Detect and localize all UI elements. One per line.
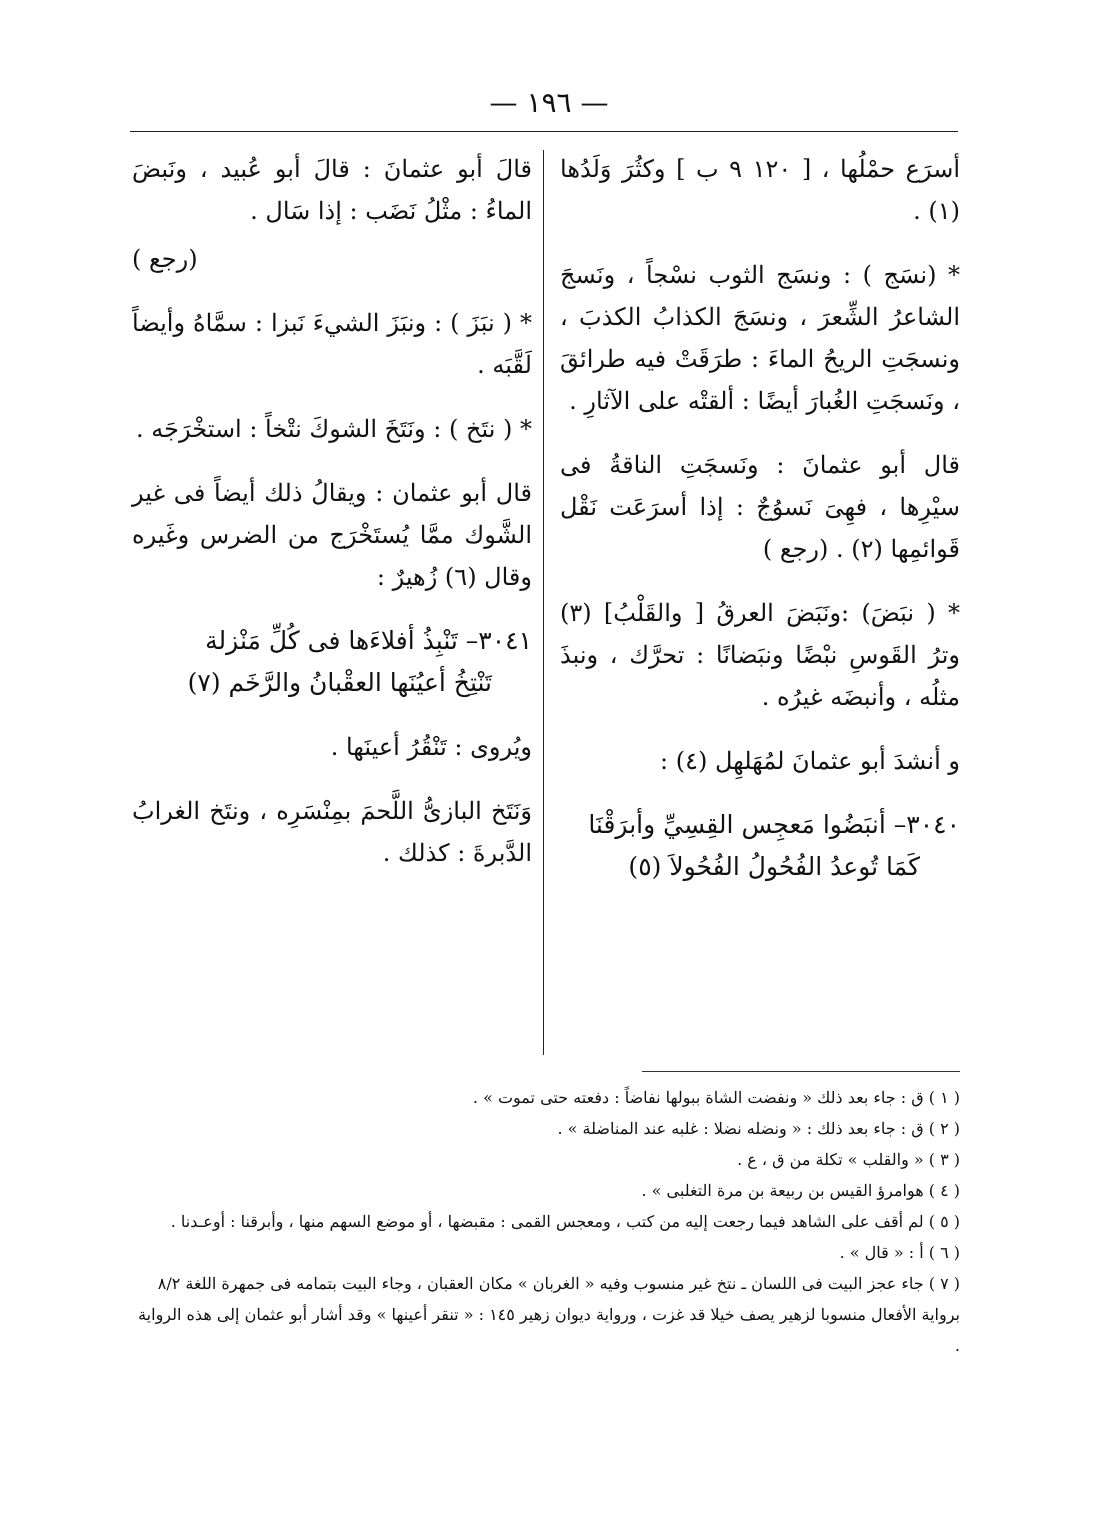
verse-first-hemistich: ٣٠٤١– تَنْبِذُ أفلاءَها فى كُلِّ مَنْزلة: [205, 626, 532, 655]
paragraph: (رجع ): [132, 245, 198, 273]
footnote: ( ٢ ) ق : جاء بعد ذلك : « ونضله نضلا : غلبه عند المناضلة » .: [557, 1119, 960, 1138]
paragraph: قال أبو عثمان : ويقالُ ذلك أيضاً فى غير الشَّوك ممَّا يُستَخْرَج من الضرس وغَيره وقال (٦) زُهيرٌ :: [132, 479, 532, 591]
paragraph: * ( نبَزَ ) : ونبَزَ الشيءَ نَبزا : سمَّاهُ وأيضاً لَقَّبَه .: [132, 309, 532, 379]
paragraph: * ( نتَخ ) : ونَتَخَ الشوكَ نتْخاً : استخْرَجَه .: [136, 415, 532, 443]
page-number: — ١٩٦ —: [489, 86, 609, 119]
footnote: ( ٣ ) « والقلب » تكلة من ق ، ع .: [737, 1150, 960, 1169]
paragraph: و أنشدَ أبو عثمانَ لمُهَلهِل (٤) :: [660, 747, 960, 775]
footnote-rule: [642, 1071, 960, 1072]
verse-second-hemistich: تَنْتِخُ أعيُنَها العقْبانُ والرَّخَم (٧): [187, 668, 492, 697]
paragraph: * ( نبَضَ) :ونَبَضَ العرقُ [ والقَلْبُ] (٣) وترُ القَوسِ نبْضًا ونبَضانًا : تحرَّك ، ونبذَ مثلُه ، وأنبضَه غيرُه .: [560, 599, 960, 711]
column-divider: [543, 150, 544, 1055]
footnote: ( ٤ ) هوامرؤ القيس بن ربيعة بن مرة التغلبى » .: [641, 1181, 960, 1200]
paragraph: وَنَتَخ البازىُّ اللَّحمَ بمِنْسَرِه ، ونتَخ الغرابُ الدَّبرةَ : كذلك .: [132, 797, 532, 867]
footnote: ( ١ ) ق : جاء بعد ذلك « ونفضت الشاة ببولها نفاضاً : دفعته حتى تموت » .: [472, 1088, 960, 1107]
poetry-verse: [132, 620, 532, 704]
left-column: [132, 148, 532, 896]
footnote: ( ٧ ) جاء عجز البيت فى اللسان ـ نتخ غير منسوب وفيه « الغربان » مكان العقبان ، وجاء البيت بتمامه فى جمهرة اللغة ٨/٢ برواية الأفعال منسوبا لزهير يصف خيلا قد غزت ، ورواية ديوان زهير ١٤٥ : « تنقر أعينها » وقد أشار أبو عثمان إلى هذه الرواية .: [138, 1274, 960, 1355]
footnotes: [132, 1082, 960, 1361]
poetry-verse: [560, 804, 960, 888]
right-column: [560, 148, 960, 910]
paragraph: قال أبو عثمانَ : ونَسجَتِ الناقةُ فى سيْرِها ، فهِىَ نَسوُجٌ : إذا أسرَعَت نَقْل قَوائمِها (٢) . (رجع ): [560, 451, 960, 563]
paragraph: أسرَع حمْلُها ، [ ١٢٠ ٩ ب ] وكثُرَ وَلَدُها (١) .: [560, 155, 960, 225]
verse-second-hemistich: كَمَا تُوعدُ الفُحُولُ الفُحُولاَ (٥): [628, 852, 920, 881]
verse-first-hemistich: ٣٠٤٠– أنبَضُوا مَعجِس القِسِيِّ وأبرَقْنَا: [588, 810, 960, 839]
header-rule: [130, 131, 958, 132]
footnote: ( ٥ ) لم أقف على الشاهد فيما رجعت إليه من كتب ، ومعجس القمى : مقبضها ، أو موضع السهم منها ، وأبرقنا : أوعـدنا .: [170, 1212, 960, 1231]
paragraph: ويُروى : تَنْقُرُ أعينَها .: [330, 733, 532, 761]
footnote: ( ٦ ) أ : « قال » .: [839, 1243, 960, 1262]
paragraph: قالَ أبو عثمانَ : قالَ أبو عُبيد ، ونَبضَ الماءُ : مثْلُ نَضَب : إذا سَال .: [132, 155, 532, 225]
paragraph: * (نسَج ) : ونسَج الثوب نسْجاً ، ونَسجَ الشاعرُ الشِّعرَ ، ونسَجَ الكذابُ الكذبَ ، ونسجَتِ الريحُ الماءَ : طرَقَتْ فيه طرائقَ ، ونَسجَتِ الغُبارَ أيضًا : ألقتْه على الآثارِ .: [560, 261, 960, 415]
